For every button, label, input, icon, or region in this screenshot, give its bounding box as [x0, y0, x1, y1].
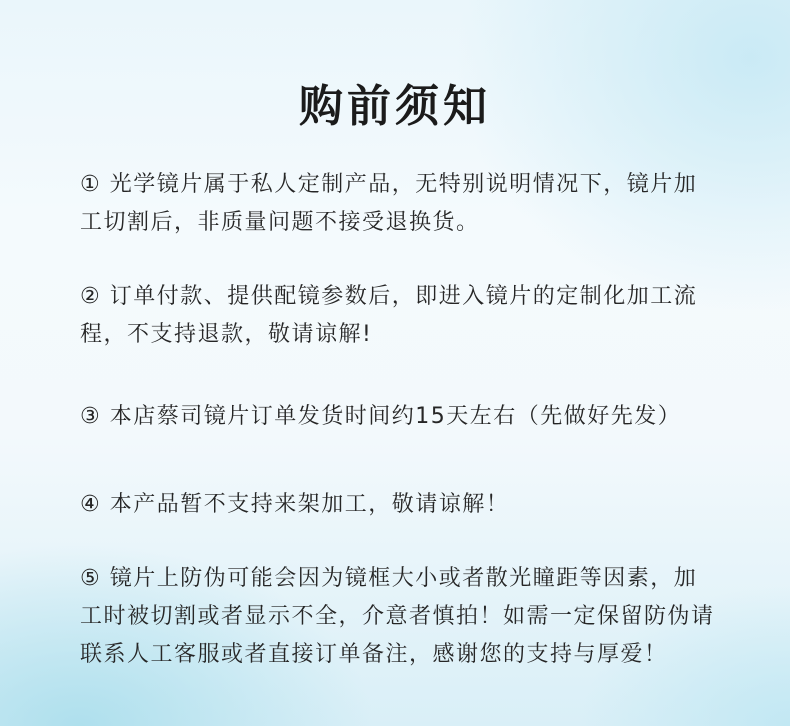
notice-item-4: ④ 本产品暂不支持来架加工，敬请谅解！ [80, 492, 510, 517]
notice-item-3: ③ 本店蔡司镜片订单发货时间约15天左右（先做好先发） [80, 404, 682, 429]
notice-item-1: ① 光学镜片属于私人定制产品，无特别说明情况下，镜片加工切割后，非质量问题不接受退换货。 [80, 172, 698, 235]
page-title: 购前须知 [299, 81, 491, 133]
notice-item-5: ⑤ 镜片上防伪可能会因为镜框大小或者散光瞳距等因素，加工时被切割或者显示不全，介意者慎拍！如需一定保留防伪请联系人工客服或者直接订单备注，感谢您的支持与厚爱！ [80, 566, 715, 667]
notice-item-2: ② 订单付款、提供配镜参数后，即进入镜片的定制化加工流程，不支持退款，敬请谅解! [80, 284, 698, 347]
